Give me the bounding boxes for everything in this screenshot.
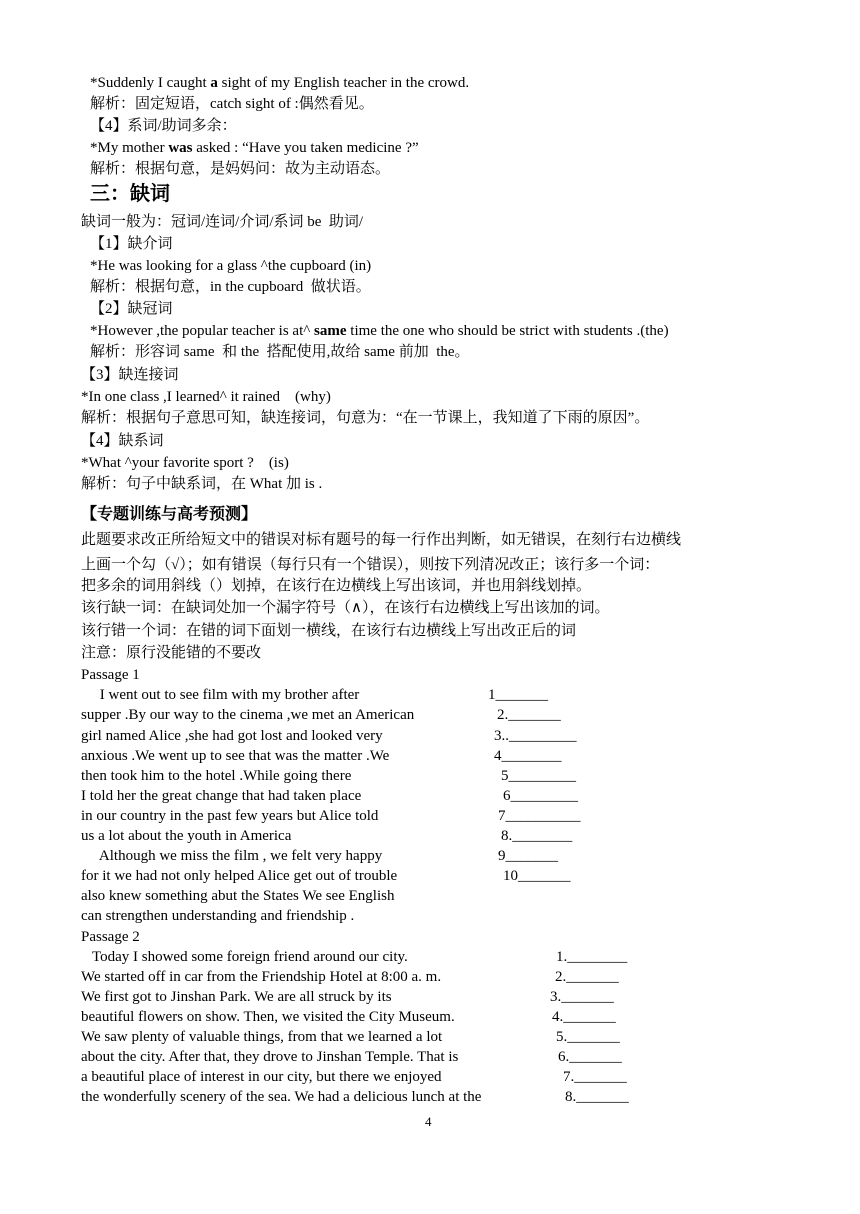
passage-line: a beautiful place of interest in our city, but there we enjoyed	[81, 1069, 442, 1085]
passage-line: for it we had not only helped Alice get out of trouble	[81, 868, 398, 884]
answer-blank: 1.________	[556, 949, 628, 965]
passage-line: can strengthen understanding and friendship .	[81, 908, 355, 924]
subsection-heading: 【4】缺系词	[81, 433, 164, 449]
answer-blank: 3.._________	[494, 728, 577, 744]
answer-blank: 5._______	[556, 1029, 620, 1045]
analysis-line: 解析：根据句子意思可知，缺连接词，句意为：“在一节课上，我知道了下雨的原因”。	[81, 410, 650, 426]
answer-blank: 6_________	[503, 788, 578, 804]
passage-line: Today I showed some foreign friend around our city.	[81, 949, 408, 965]
answer-blank: 2._______	[555, 969, 619, 985]
passage-line: supper .By our way to the cinema ,we met an American	[81, 707, 415, 723]
answer-blank: 3._______	[550, 989, 614, 1005]
answer-blank: 4._______	[552, 1009, 616, 1025]
answer-blank: 1_______	[488, 687, 548, 703]
passage-line: in our country in the past few years but Alice told	[81, 808, 379, 824]
passage-line: about the city. After that, they drove to Jinshan Temple. That is	[81, 1049, 459, 1065]
analysis-line: 解析：根据句意，是妈妈问：故为主动语态。	[90, 161, 391, 177]
passage-line: also knew something abut the States We see English	[81, 888, 395, 904]
instruction-line: 上画一个勾（√）；如有错误（每行只有一个错误），则按下列清况改正；该行多一个词：	[81, 557, 660, 573]
analysis-line: 解析：形容词 same 和 the 搭配使用,故给 same 前加 the。	[90, 344, 470, 360]
answer-blank: 6._______	[558, 1049, 622, 1065]
instruction-line: 该行错一个词：在错的词下面划一横线，在该行右边横线上写出改正后的词	[81, 623, 577, 639]
passage-line: us a lot about the youth in America	[81, 828, 292, 844]
subsection-heading: 【3】缺连接词	[81, 367, 179, 383]
answer-blank: 7__________	[498, 808, 581, 824]
passage-line: I went out to see film with my brother after	[81, 687, 360, 703]
passage-line: I told her the great change that had taken place	[81, 788, 362, 804]
subsection-heading: 【2】缺冠词	[90, 301, 173, 317]
page-number: 4	[425, 1114, 432, 1129]
passage-line: We started off in car from the Friendship Hotel at 8:00 a. m.	[81, 969, 442, 985]
passage-label: Passage 1	[81, 667, 140, 683]
passage-line: then took him to the hotel .While going there	[81, 768, 352, 784]
subsection-heading: 【4】系词/助词多余：	[90, 118, 237, 134]
answer-blank: 4________	[494, 748, 562, 764]
answer-blank: 7._______	[563, 1069, 627, 1085]
passage-line: the wonderfully scenery of the sea. We had a delicious lunch at the	[81, 1089, 482, 1105]
answer-blank: 10_______	[503, 868, 571, 884]
answer-blank: 8._______	[565, 1089, 629, 1105]
section-title: 三：缺词	[90, 183, 170, 205]
instruction-line: 该行缺一词：在缺词处加一个漏字符号（∧），在该行右边横线上写出该加的词。	[81, 600, 610, 616]
example-sentence: *However ,the popular teacher is at^ same time the one who should be strict with students .(the)	[90, 323, 669, 339]
example-sentence: *Suddenly I caught a sight of my English teacher in the crowd.	[90, 75, 470, 91]
example-sentence: *He was looking for a glass ^the cupboard (in)	[90, 258, 372, 274]
passage-line: We first got to Jinshan Park. We are all struck by its	[81, 989, 392, 1005]
passage-line: girl named Alice ,she had got lost and looked very	[81, 728, 383, 744]
example-sentence: *My mother was asked : “Have you taken medicine ?”	[90, 140, 419, 156]
passage-line: beautiful flowers on show. Then, we visited the City Museum.	[81, 1009, 455, 1025]
analysis-line: 解析：根据句意，in the cupboard 做状语。	[90, 279, 371, 295]
example-sentence: *What ^your favorite sport ? (is)	[81, 455, 289, 471]
passage-label: Passage 2	[81, 929, 140, 945]
training-title: 【专题训练与高考预测】	[81, 506, 258, 523]
analysis-line: 解析：句子中缺系词，在 What 加 is .	[81, 476, 323, 492]
instruction-line: 把多余的词用斜线（）划掉，在该行在边横线上写出该词，并也用斜线划掉。	[81, 578, 592, 594]
subsection-heading: 【1】缺介词	[90, 236, 173, 252]
example-sentence: *In one class ,I learned^ it rained (why)	[81, 389, 331, 405]
passage-line: anxious .We went up to see that was the matter .We	[81, 748, 390, 764]
answer-blank: 5_________	[501, 768, 576, 784]
analysis-line: 解析：固定短语，catch sight of :偶然看见。	[90, 96, 374, 112]
section-intro: 缺词一般为：冠词/连词/介词/系词 be 助词/	[81, 214, 364, 230]
answer-blank: 9_______	[498, 848, 558, 864]
instruction-line: 此题要求改正所给短文中的错误对标有题号的每一行作出判断，如无错误，在刻行右边横线	[81, 532, 682, 548]
passage-line: We saw plenty of valuable things, from that we learned a lot	[81, 1029, 443, 1045]
answer-blank: 2._______	[497, 707, 561, 723]
passage-line: Although we miss the film , we felt very happy	[81, 848, 383, 864]
note-line: 注意：原行没能错的不要改	[81, 645, 262, 661]
answer-blank: 8.________	[501, 828, 573, 844]
